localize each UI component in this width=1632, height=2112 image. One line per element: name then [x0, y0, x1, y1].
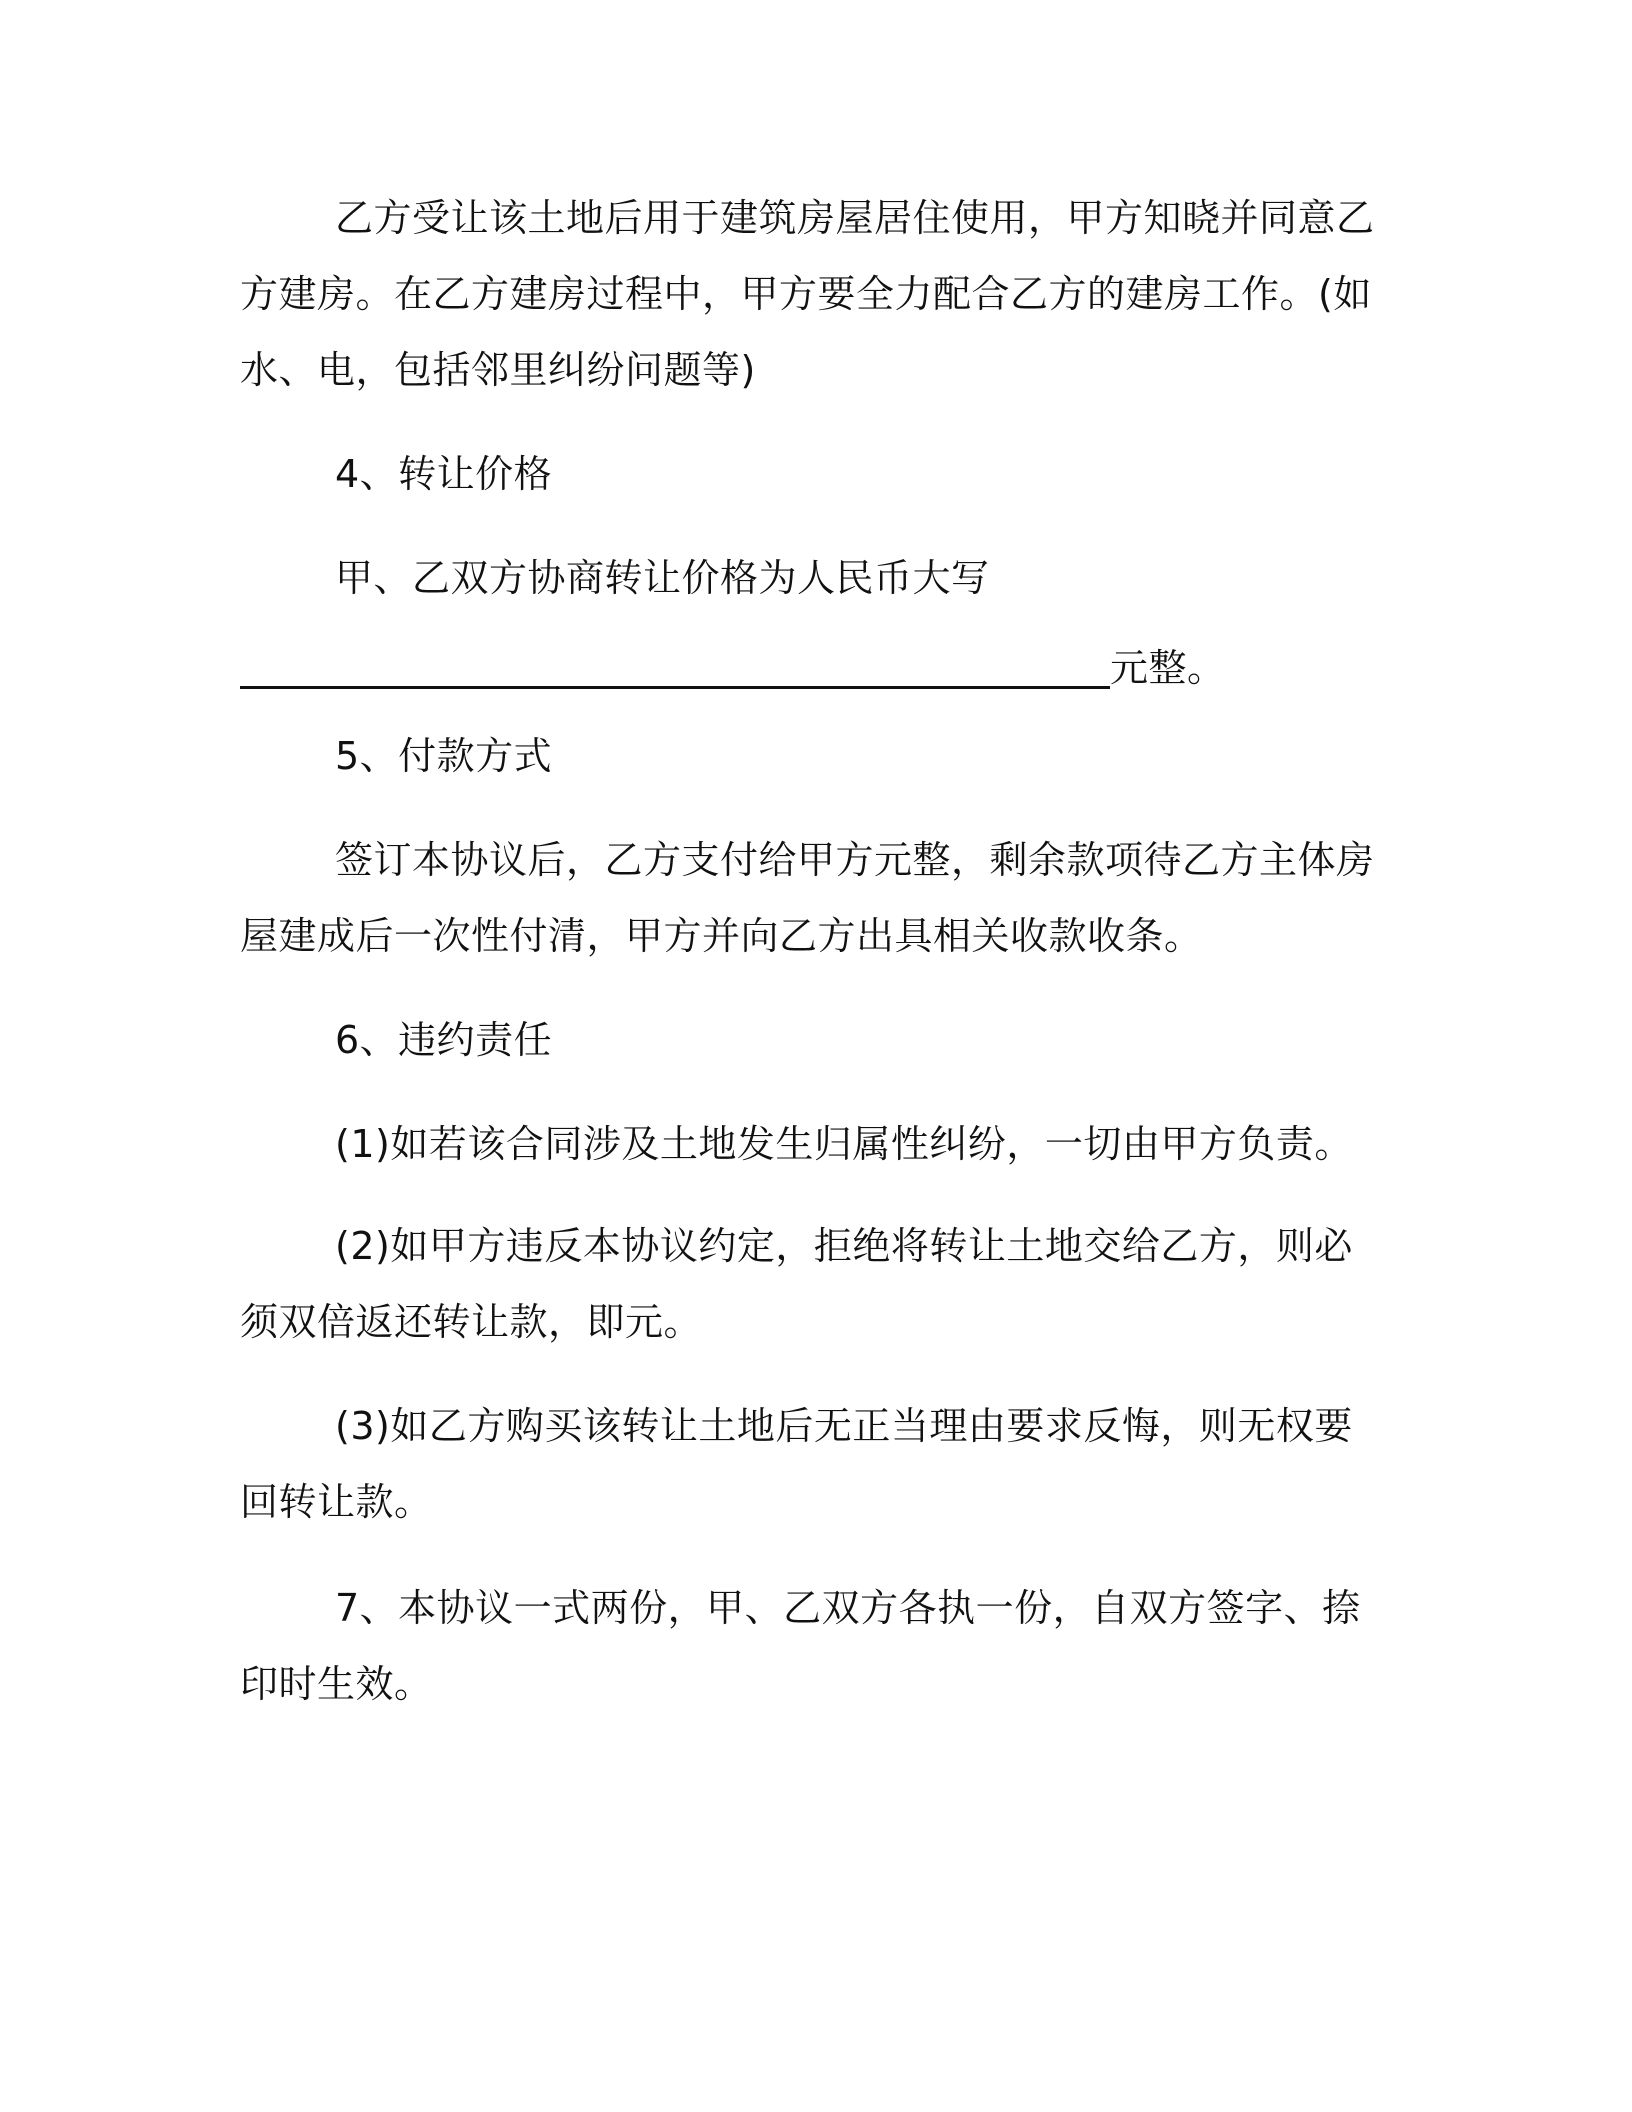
price-suffix: 元整。: [1110, 646, 1226, 690]
paragraph-transfer-price: 甲、乙双方协商转让价格为人民币大写: [335, 556, 990, 600]
liability-clause-1: (1)如若该合同涉及土地发生归属性纠纷，一切由甲方负责。: [335, 1122, 1353, 1166]
price-fill-in-underline: [240, 686, 1110, 689]
liability-clause-3: (3)如乙方购买该转让土地后无正当理由要求反悔，则无权要回转让款。: [240, 1404, 1353, 1524]
liability-clause-2: (2)如甲方违反本协议约定，拒绝将转让土地交给乙方，则必须双倍返还转让款，即元。: [240, 1224, 1353, 1344]
paragraph-copies-effective: 7、本协议一式两份，甲、乙双方各执一份，自双方签字、捺印时生效。: [240, 1586, 1361, 1706]
section-heading-transfer-price: 4、转让价格: [335, 452, 553, 496]
paragraph-land-use: 乙方受让该土地后用于建筑房屋居住使用，甲方知晓并同意乙方建房。在乙方建房过程中，甲方要全力配合乙方的建房工作。(如水、电，包括邻里纠纷问题等): [240, 196, 1375, 392]
section-heading-liability: 6、违约责任: [335, 1018, 553, 1062]
paragraph-payment-method: 签订本协议后，乙方支付给甲方元整，剩余款项待乙方主体房屋建成后一次性付清，甲方并向乙方出具相关收款收条。: [240, 838, 1375, 958]
price-blank-line: [240, 630, 1380, 706]
section-heading-payment-method: 5、付款方式: [335, 734, 553, 778]
